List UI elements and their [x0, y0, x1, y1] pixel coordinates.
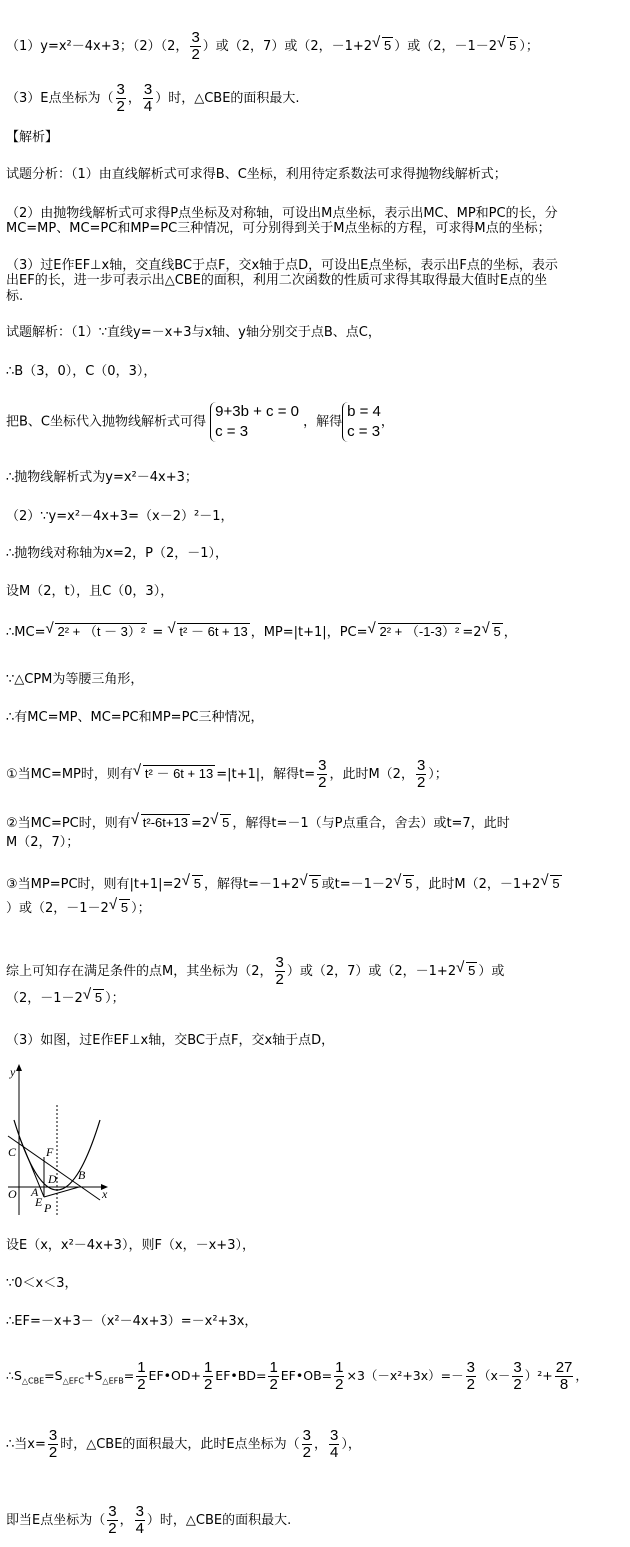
label-a: A [31, 1185, 39, 1199]
text: ）时，△CBE的面积最大. [155, 91, 300, 106]
solution-16: 设E（x，x²－4x+3），则F（x，－x+3）， [6, 1238, 255, 1253]
equation-system: b = 4 c = 3 [342, 402, 381, 442]
label-d: D [48, 1172, 57, 1186]
sqrt: √ 5 [84, 990, 104, 1006]
analysis-3c: 标. [6, 289, 24, 304]
sqrt: √ 5 [483, 624, 503, 640]
label-o: O [8, 1187, 17, 1201]
solution-5: （2）∵y=x²－4x+3=（x－2）²－1， [6, 509, 234, 524]
solution-7: 设M（2，t），且C（0，3）， [6, 584, 174, 599]
fraction: $\frac{3}{2}$ [116, 81, 125, 115]
fraction: $\frac{1}{2}$ [203, 1359, 213, 1393]
label-e: E [35, 1195, 43, 1209]
fraction: $\frac{1}{2}$ [335, 1359, 344, 1393]
fraction: $\frac{3}{2}$ [416, 757, 426, 791]
solution-9: ∵△CPM为等腰三角形， [6, 672, 144, 687]
text: （3）E点坐标为（ [6, 91, 114, 106]
solution-21: 即当E点坐标为（ $\frac{3}{2}$ ， $\frac{3}{4}$ ）时，△CBE的面积最大. [6, 1503, 292, 1537]
analysis-3a: （3）过E作EF⊥x轴，交直线BC于点F，交x轴于点D，可设出E点坐标，表示出F点的坐标，表示 [6, 258, 558, 273]
text: ）或（2，7）或（2，－1+2 [202, 39, 373, 54]
solution-13b: ）或（2，－1－2√ 5 ）； [6, 900, 151, 917]
fraction: $\frac{3}{2}$ [466, 1359, 475, 1393]
analysis-1: 试题分析：（1）由直线解析式可求得B、C坐标，利用待定系数法可求得抛物线解析式； [6, 167, 507, 182]
equation-system: 9+3b + c = 0 c = 3 [210, 402, 299, 442]
jiexi-title: 【解析】 [6, 130, 59, 145]
analysis-2a: （2）由抛物线解析式可求得P点坐标及对称轴，可设出M点坐标，表示出MC、MP和PC的长，分 [6, 206, 558, 221]
solution-11: ①当MC=MP时，则有√ t² － 6t + 13 =|t+1|，解得t= $\frac{3}{2}$ ，此时M（2， $\frac{3}{2}$ ）； [6, 758, 448, 791]
fraction: $\frac{3}{2}$ [513, 1359, 522, 1393]
solution-14a: 综上可知存在满足条件的点M，其坐标为（2， $\frac{3}{2}$ ）或（2，7）或（2，－1+2√ 5 ）或 [6, 955, 504, 988]
sqrt: √ 5 [300, 876, 320, 892]
fraction: $\frac{3}{4}$ [143, 81, 153, 115]
label-f: F [46, 1145, 54, 1159]
solution-13a: ③当MP=PC时，则有|t+1|=2√ 5 ，解得t=－1+2√ 5 或t=－1－2√ 5 ，此时M（2，－1+2√ 5 [6, 876, 563, 893]
parabola-figure [4, 1060, 120, 1220]
label-y: y [10, 1065, 16, 1079]
solution-17: ∵0＜x＜3， [6, 1276, 78, 1291]
analysis-2b: MC=MP、MC=PC和MP=PC三种情况，可分别得到关于M点坐标的方程，可求得M点的坐标； [6, 221, 551, 236]
sqrt: √ t² － 6t + 13 [168, 624, 249, 640]
answer-line-2: （3）E点坐标为（ $\frac{3}{2}$ ， $\frac{3}{4}$ ）时，△CBE的面积最大. [6, 81, 300, 115]
text: ）； [519, 39, 539, 54]
fraction: $\frac{3}{2}$ [275, 954, 284, 988]
fraction: $\frac{1}{2}$ [137, 1359, 146, 1393]
solution-12a: ②当MC=PC时，则有√ t²-6t+13 =2√ 5 ，解得t=－1（与P点重合，舍去）或t=7，此时 [6, 815, 510, 832]
fraction: $\frac{3}{4}$ [135, 1503, 144, 1537]
y-axis-arrow [16, 1064, 22, 1071]
text: ）或（2，－1－2 [394, 39, 498, 54]
solution-6: ∴抛物线对称轴为x=2，P（2，－1）， [6, 546, 229, 561]
solution-15: （3）如图，过E作EF⊥x轴，交BC于点F，交x轴于点D， [6, 1033, 335, 1048]
sqrt: √ 5 [373, 38, 393, 54]
analysis-3b: 出EF的长，进一步可表示出△CBE的面积，利用二次函数的性质可求得其取得最大值时E点的坐 [6, 273, 548, 288]
fraction: $\frac{3}{2}$ [191, 29, 200, 63]
solution-12b: M（2，7）； [6, 835, 80, 850]
solution-19: $\therefore S_{\triangle CBE}=S_{\triangle EFC}+S_{\triangle EFB}=$ $\frac{1}{2}$ EF•OD+ $\frac{1}{2}$ EF•BD= $\frac{1}{2}$ EF•OB= $\frac{1}{2}$ ×3（－x²+3x）=－ $\frac{3}{2}$ （x－ $\frac{3}{2}$ ）²+ $\frac{27}{8}$ ， [6, 1359, 588, 1393]
sqrt: √ 5 [211, 815, 231, 831]
fraction: $\frac{3}{2}$ [48, 1427, 58, 1461]
solution-8: ∴MC=√ 2² + （t － 3）² = √ t² － 6t + 13 ，MP=|t+1|，PC=√ 2² + （-1-3）² =2√ 5 ， [6, 624, 517, 641]
fraction: $\frac{3}{2}$ [302, 1427, 311, 1461]
solution-10: ∴有MC=MP、MC=PC和MP=PC三种情况， [6, 710, 264, 725]
fraction: $\frac{27}{8}$ [555, 1359, 573, 1393]
label-p: P [44, 1201, 52, 1215]
fraction: $\frac{3}{2}$ [318, 757, 327, 791]
fraction: $\frac{3}{4}$ [329, 1427, 339, 1461]
fraction: $\frac{3}{2}$ [108, 1503, 117, 1537]
solution-1: 试题解析：（1）∵直线y=－x+3与x轴、y轴分别交于点B、点C， [6, 325, 381, 340]
solution-2: ∴B（3，0），C（0，3）， [6, 364, 157, 379]
solution-18: ∴EF=－x+3－（x²－4x+3）=－x²+3x， [6, 1314, 258, 1329]
line-bc [8, 1136, 100, 1200]
sqrt: √ 5 [457, 963, 477, 979]
sqrt: √ 5 [498, 38, 518, 54]
text: （1）y=x²－4x+3；（2）（2， [6, 39, 189, 54]
sqrt: √ 5 [541, 876, 561, 892]
label-b: B [78, 1168, 86, 1182]
sqrt: √ 5 [110, 900, 130, 916]
sqrt: √ 2² + （-1-3）² [369, 624, 462, 640]
label-x: x [102, 1187, 108, 1201]
sqrt: √ 5 [394, 876, 414, 892]
segment-eb [44, 1187, 79, 1197]
solution-14b: （2，－1－2√ 5 ）； [6, 990, 125, 1007]
fraction: $\frac{1}{2}$ [269, 1359, 278, 1393]
sqrt: √ 5 [183, 876, 203, 892]
sqrt: √ 2² + （t － 3）² [46, 624, 147, 640]
label-c: C [8, 1145, 17, 1159]
sqrt: √ t² － 6t + 13 [134, 766, 215, 782]
sqrt: √ t²-6t+13 [132, 815, 190, 831]
answer-line-1 [6, 30, 539, 63]
solution-3: 把B、C坐标代入抛物线解析式可得 9+3b + c = 0 c = 3 ，解得 b = 4 c = 3 ， [6, 403, 394, 440]
solution-20: ∴当x= $\frac{3}{2}$ 时，△CBE的面积最大，此时E点坐标为（ $\frac{3}{2}$ ， $\frac{3}{4}$ ）， [6, 1427, 361, 1461]
solution-4: ∴抛物线解析式为y=x²－4x+3； [6, 470, 198, 485]
